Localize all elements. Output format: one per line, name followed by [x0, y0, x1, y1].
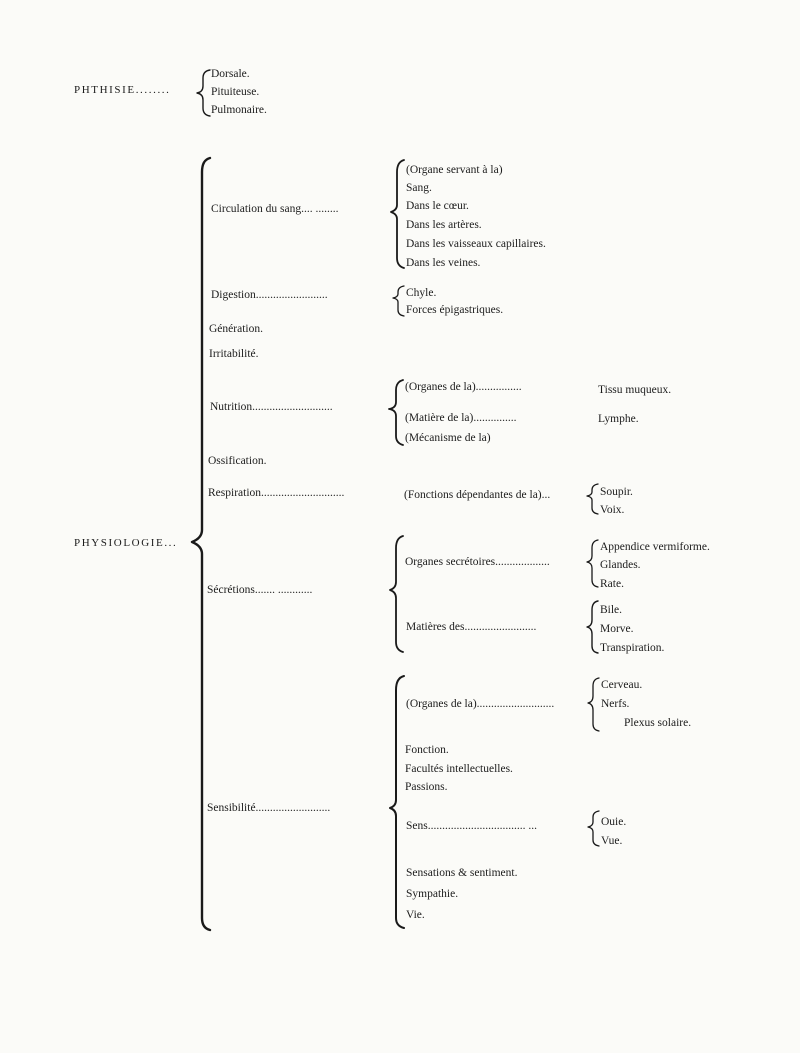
sensibilite-item: Passions.	[405, 781, 448, 793]
ossification-label: Ossification.	[208, 455, 267, 467]
phthisie-item: Pulmonaire.	[211, 104, 267, 116]
sensibilite-label: Sensibilité..........................	[207, 802, 331, 814]
nutrition-organes: (Organes de la)................	[405, 381, 522, 393]
secretions-matieres-item: Transpiration.	[600, 642, 665, 654]
sensibilite-item: Sensations & sentiment.	[406, 867, 518, 879]
matieres-des-brace	[587, 601, 598, 653]
respiration-brace	[587, 484, 598, 514]
sensibilite-sens: Sens.................................. ...	[406, 820, 537, 832]
sens-brace	[588, 811, 599, 846]
sensibilite-organes: (Organes de la)...........................	[406, 698, 555, 710]
digestion-item: Forces épigastriques.	[406, 304, 504, 316]
generation-label: Génération.	[209, 323, 263, 335]
circulation-item: Sang.	[406, 182, 432, 194]
sensibilite-sens-item: Ouie.	[601, 816, 627, 828]
circulation-item: Dans les veines.	[406, 257, 481, 269]
secretions-label: Sécrétions....... ............	[207, 584, 313, 596]
sensibilite-organes-item: Plexus solaire.	[624, 717, 692, 729]
circulation-label: Circulation du sang.... ........	[211, 203, 339, 215]
circulation-item: Dans les artères.	[406, 219, 482, 231]
sensibilite-item: Vie.	[406, 909, 425, 921]
secretions-matieres-item: Bile.	[600, 604, 623, 616]
phthisie-brace	[197, 70, 210, 116]
secretions-brace	[390, 536, 403, 652]
digestion-brace	[393, 286, 404, 316]
sensibilite-item: Sympathie.	[406, 888, 459, 900]
circulation-item: Dans le cœur.	[406, 200, 469, 212]
sensibilite-organes-brace	[588, 678, 599, 731]
sensibilite-organes-item: Cerveau.	[601, 679, 643, 691]
secretions-organes-item: Rate.	[600, 578, 624, 590]
secretions-organes-item: Appendice vermiforme.	[600, 541, 710, 553]
phthisie-item: Dorsale.	[211, 68, 250, 80]
nutrition-matiere: (Matière de la)...............	[405, 412, 517, 424]
secretions-organes-item: Glandes.	[600, 559, 641, 571]
nutrition-matiere-value: Lymphe.	[598, 413, 639, 425]
circulation-item: Dans les vaisseaux capillaires.	[406, 238, 546, 250]
organes-secretoires-brace	[587, 540, 598, 587]
secretions-matieres-item: Morve.	[600, 623, 634, 635]
circulation-brace	[391, 160, 404, 268]
sensibilite-organes-item: Nerfs.	[601, 698, 630, 710]
sensibilite-item: Fonction.	[405, 744, 449, 756]
nutrition-label: Nutrition............................	[210, 401, 333, 413]
respiration-fonctions: (Fonctions dépendantes de la)...	[404, 489, 551, 501]
digestion-item: Chyle.	[406, 287, 437, 299]
secretions-matieres: Matières des.........................	[406, 621, 537, 633]
sensibilite-brace	[390, 676, 404, 928]
respiration-item: Voix.	[600, 504, 625, 516]
digestion-label: Digestion.........................	[211, 289, 328, 301]
sensibilite-sens-item: Vue.	[601, 835, 623, 847]
circulation-item: (Organe servant à la)	[406, 164, 503, 176]
physiologie-label: PHYSIOLOGIE...	[74, 537, 178, 549]
phthisie-label: PHTHISIE........	[74, 84, 171, 96]
respiration-item: Soupir.	[600, 486, 633, 498]
sensibilite-item: Facultés intellectuelles.	[405, 763, 513, 775]
irritabilite-label: Irritabilité.	[209, 348, 259, 360]
nutrition-mecanisme: (Mécanisme de la)	[405, 432, 491, 444]
secretions-organes: Organes secrétoires...................	[405, 556, 550, 568]
nutrition-brace	[389, 380, 403, 445]
nutrition-organes-value: Tissu muqueux.	[598, 384, 672, 396]
respiration-label: Respiration.............................	[208, 487, 345, 499]
phthisie-item: Pituiteuse.	[211, 86, 260, 98]
